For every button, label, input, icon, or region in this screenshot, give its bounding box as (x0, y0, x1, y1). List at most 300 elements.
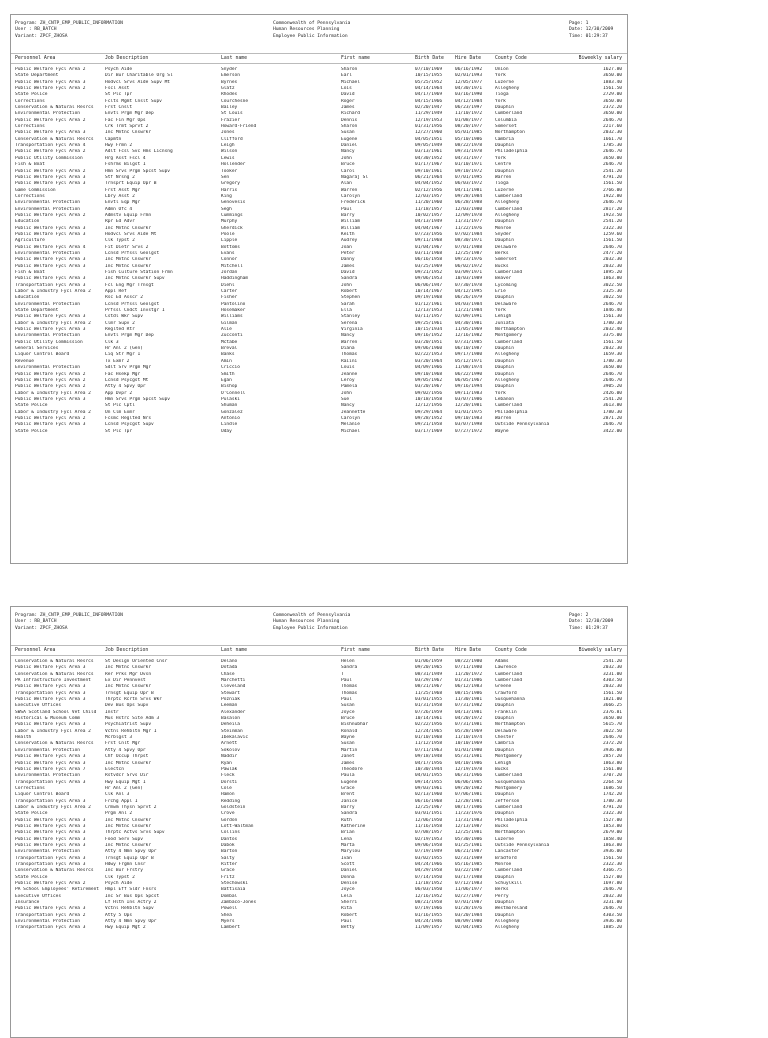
table-cell: Adams (495, 659, 509, 664)
table-cell: 1895.20 (603, 270, 622, 275)
table-cell: 10/15/1934 (415, 327, 443, 333)
table-cell: Dombal (221, 893, 238, 899)
table-cell: Lcnsd Psycgst Mt (105, 377, 149, 383)
table-cell: Dev Bus Ops Supv (105, 703, 149, 709)
table-cell: 07/10/1969 (415, 67, 443, 72)
table-cell: Harris (221, 187, 238, 193)
table-cell: Cambria (495, 741, 514, 747)
table-cell: York (495, 98, 506, 104)
table-cell: 02/19/1953 (415, 836, 443, 842)
table-cell: 07/23/1956 (415, 231, 443, 237)
table-cell: St Louis (221, 111, 243, 117)
table-cell: Public Welfare Fycl Area 3 (15, 263, 86, 269)
column-header-row (11, 53, 627, 64)
table-cell: 3905.20 (603, 384, 622, 390)
table-cell: 09/10/1961 (415, 168, 443, 174)
table-cell: 07/01/1987 (455, 900, 483, 906)
table-cell: 09/02/1956 (415, 390, 443, 396)
table-cell: 04/01/1955 (415, 773, 443, 779)
table-cell: Thomas (341, 690, 358, 696)
table-cell: Education (15, 295, 40, 301)
table-cell: Labor & Industry Fycl Area 2 (15, 289, 91, 295)
table-cell: 03/20/1964 (415, 358, 443, 364)
table-cell: 05/01/1985 (455, 130, 483, 136)
table-cell: 2766.00 (603, 187, 622, 193)
table-cell: 3650.00 (603, 73, 622, 79)
table-cell: 2646.70 (603, 244, 622, 250)
table-cell: Jordan (221, 270, 238, 275)
table-cell: 2032.30 (603, 346, 622, 352)
table-cell: 12/05/1977 (455, 79, 483, 85)
org-title: Commonwealth of Pennsylvania (273, 613, 351, 618)
table-cell: Philadelphia (495, 149, 528, 155)
table-cell: 09/21/1952 (415, 270, 443, 275)
table-cell: Public Welfare Fycl Area 3 (15, 396, 86, 402)
table-cell: Alie (221, 327, 232, 333)
table-cell: Ivan (341, 855, 352, 861)
table-cell: 01/10/1971 (455, 162, 483, 168)
table-cell: 1853.80 (603, 823, 622, 829)
table-cell: Arnett (221, 741, 238, 747)
report-header (11, 15, 627, 53)
table-cell: 3650.00 (603, 716, 622, 722)
table-cell: Gonzalez (221, 409, 243, 415)
table-cell: Susan (341, 130, 355, 136)
table-cell: Hmn Srvs Prgm Spcst Supv (105, 396, 171, 402)
table-cell: Tioga (495, 181, 509, 187)
table-cell: 02/22/1953 (415, 352, 443, 358)
table-cell: 06/12/1983 (455, 684, 483, 690)
table-cell: Antonio (221, 415, 240, 421)
table-cell: 1686.50 (603, 785, 622, 791)
table-cell: Psych Aide (105, 67, 133, 72)
table-cell: 10/18/1958 (415, 396, 443, 402)
table-cell: Executive Offices (15, 703, 62, 709)
table-cell: 04/04/1952 (415, 181, 443, 187)
table-cell: Sdlt Srv Prgm Mgr (105, 365, 152, 371)
table-cell: Janet (341, 754, 355, 760)
table-cell: General Services (15, 346, 59, 352)
table-cell: 06/22/1990 (455, 371, 483, 377)
table-cell: Mus Hstrc Site Adm 3 (105, 716, 160, 722)
table-cell: 07/19/1949 (415, 849, 443, 855)
table-cell: 2032.30 (603, 263, 622, 269)
table-cell: Nancy (341, 149, 355, 155)
table-cell: 09/06/1953 (415, 276, 443, 282)
table-cell: Bailey (221, 105, 238, 111)
table-cell: Monroe (495, 862, 512, 867)
table-cell: 5615.70 (603, 722, 622, 728)
table-cell: Public Welfare Fycl Area 3 (15, 684, 86, 690)
table-cell: Lcnsd Prfssl Geolgst (105, 250, 160, 256)
table-cell: Dauphin (495, 295, 514, 301)
table-cell: Public Welfare Fycl Area 3 (15, 174, 86, 180)
table-cell: Food Serv Supv (105, 836, 143, 842)
table-cell: Conservation & Natural Resrcs (15, 659, 94, 664)
table-cell: Admstv Equip Frmn (105, 212, 152, 218)
table-cell: 3936.00 (603, 919, 622, 925)
table-cell: 2646.70 (603, 906, 622, 912)
table-cell: 04/13/1949 (415, 219, 443, 225)
table-cell: Jefferson (495, 798, 520, 804)
table-cell: 1259.60 (603, 231, 622, 237)
table-cell: Thrptc Actvs Srvs Supv (105, 830, 165, 836)
table-cell: Public Welfare Fycl Area 3 (15, 817, 86, 823)
table-cell: 07/11/1980 (455, 665, 483, 671)
table-cell: Jeannette (341, 409, 366, 415)
table-cell: Nancy (341, 333, 355, 339)
table-cell: Dotada (221, 665, 238, 671)
table-cell: 09/06/1958 (415, 842, 443, 848)
table-cell: 09/17/1980 (455, 352, 483, 358)
table-cell: Berks (495, 250, 509, 256)
table-cell: Transportation Fycl Area 4 (15, 143, 86, 149)
table-cell: York (495, 390, 506, 396)
table-cell: Genovesis (221, 200, 246, 206)
table-cell: Amin (221, 358, 232, 364)
table-cell: Dauphin (495, 219, 514, 225)
table-cell: Lcnsd Psycgst Supv (105, 422, 154, 428)
table-cell: Goldstein (221, 804, 246, 810)
table-cell: Environmental Protection (15, 200, 81, 206)
table-cell: 1561.50 (603, 86, 622, 92)
table-cell: Chester (495, 735, 514, 741)
table-cell: 12/06/1950 (415, 817, 443, 823)
table-cell: Public Welfare Fycl Area 2 (15, 117, 86, 123)
table-cell: 12/12/1956 (415, 403, 443, 409)
table-cell: Sandra (341, 811, 358, 817)
table-cell: Earl (341, 73, 352, 79)
table-cell: 2541.20 (603, 659, 622, 664)
table-cell: 02/13/1960 (415, 792, 443, 798)
table-cell: Wayne (341, 735, 355, 741)
table-cell: Ryan (221, 760, 232, 766)
table-cell: Somerset (495, 257, 517, 263)
table-cell: Allegheny (495, 352, 520, 358)
table-cell: Crk Trmt Sprvt 2 (105, 124, 149, 130)
table-cell: Denise (341, 881, 358, 887)
table-cell: Emerson (221, 73, 240, 79)
table-cell: T (341, 671, 344, 677)
table-cell: SWSA Scotland School Vet Child (15, 709, 97, 715)
table-cell: Sharon (341, 67, 358, 72)
table-cell: 04/31/1977 (455, 155, 483, 161)
table-cell: Corrections (15, 785, 45, 791)
table-cell: Dauphin (495, 716, 514, 722)
table-cell: Connor (221, 257, 238, 263)
table-cell: Northampton (495, 130, 525, 136)
table-cell: Haddingham (221, 276, 249, 282)
table-cell: Transportation Fycl Area 3 (15, 798, 86, 804)
table-cell: Marta (341, 842, 355, 848)
table-cell: Dir Bur Charitable Org Sl (105, 73, 173, 79)
table-cell: Michael (341, 428, 360, 434)
table-cell: Health (15, 735, 32, 741)
table-cell: Raiini (341, 358, 358, 364)
table-cell: Powell (221, 906, 238, 912)
table-cell: Hmn Srvs Prgm Spcst Supv (105, 168, 171, 174)
table-cell: 4303.50 (603, 912, 622, 918)
table-cell: 04/24/1966 (415, 862, 443, 867)
table-cell: Admn Ofc 4 (105, 206, 133, 212)
table-cell: State Department (15, 308, 59, 314)
table-cell: Conservation & Natural Resrcs (15, 868, 94, 874)
table-cell: 11/25/1968 (415, 690, 443, 696)
table-cell: Tioga (495, 92, 509, 98)
table-cell: Tx Exmr 2 (105, 358, 130, 364)
table-cell: 1742.20 (603, 792, 622, 798)
table-cell: St Plc Tpr (105, 428, 133, 434)
table-cell: Leroy (341, 377, 355, 383)
table-cell: Williams (221, 314, 243, 320)
table-cell: 06/16/1958 (415, 257, 443, 263)
table-cell: 12/03/1957 (415, 193, 443, 199)
table-cell: Delaware (495, 244, 517, 250)
table-cell: Chase (221, 671, 235, 677)
table-cell: Sen (221, 174, 230, 180)
table-cell: Allegheny (495, 377, 520, 383)
table-cell: 07/31/1982 (455, 703, 483, 709)
table-cell: Public Welfare Fycl Area 2 (15, 384, 86, 390)
table-cell: Atty 4 Nmn Spvy Opr (105, 919, 157, 925)
table-cell: Cleveland (221, 684, 246, 690)
table-cell: Mctabe (221, 339, 238, 345)
table-cell: Chf Occup Thrpst (105, 754, 149, 760)
table-cell: 09/20/1965 (415, 665, 443, 671)
table-cell: 2322.30 (603, 811, 622, 817)
table-cell: 1922.80 (603, 193, 622, 199)
table-cell: 04/24/1946 (415, 919, 443, 925)
table-cell: Lancaster (495, 849, 520, 855)
table-cell: Public Welfare Fycl Area 3 (15, 257, 86, 263)
table-cell: Labor & Industry Fycl Area 2 (15, 390, 91, 396)
table-cell: Environmental Protection (15, 206, 81, 212)
table-cell: 4303.50 (603, 678, 622, 684)
table-cell: 2032.30 (603, 130, 622, 136)
table-cell: Sherri (341, 900, 358, 906)
table-cell: Stanley (341, 314, 360, 320)
table-cell: Revenue (15, 358, 34, 364)
table-cell: Inc Mntnc Cnswrkr (105, 665, 152, 671)
table-cell: Peter (341, 250, 355, 256)
table-cell: Trnsprt Equip Opr B (105, 181, 157, 187)
table-cell: Redding (221, 798, 240, 804)
table-cell: Paul (341, 206, 352, 212)
table-cell: Public Welfare Fycl Area 2 (15, 149, 86, 155)
table-cell: 09/10/1972 (455, 168, 483, 174)
table-cell: Cole (221, 785, 232, 791)
table-cell: Cumberland (495, 206, 523, 212)
table-cell: Breval (221, 346, 238, 352)
table-cell: Paul (341, 919, 352, 925)
table-cell: 03/13/1961 (415, 149, 443, 155)
column-header: Personnel Area (15, 648, 56, 653)
table-cell: Greene (495, 684, 512, 690)
table-cell: 03/07/1986 (455, 396, 483, 402)
table-cell: 12/03/1980 (455, 206, 483, 212)
table-cell: Public Welfare Fycl Area 2 (15, 86, 86, 92)
table-cell: 10/02/1957 (415, 212, 443, 218)
table-cell: 1561.50 (603, 339, 622, 345)
table-cell: 11/12/1958 (415, 741, 443, 747)
table-cell: Public Welfare Fycl Area 2 (15, 371, 86, 377)
table-cell: Clk Anl 3 (105, 792, 130, 798)
table-cell: 11/21/1984 (455, 308, 483, 314)
table-cell: Fclts Mgmt Cnslt Supv (105, 98, 162, 104)
column-header: Hire Date (455, 56, 481, 61)
table-cell: 12/25/1987 (455, 250, 483, 256)
table-cell: Hwy Equip Mgt 2 (105, 925, 146, 931)
column-header: County Code (495, 648, 527, 653)
table-cell: Inc Mntnc Cnswrkr (105, 263, 152, 269)
table-cell: Carolyn (341, 193, 360, 199)
table-cell: Lott-Waltman (221, 823, 254, 829)
table-cell: Susan (341, 741, 355, 747)
table-cell: 1659.30 (603, 352, 622, 358)
table-cell: 2376.81 (603, 709, 622, 715)
table-cell: Scott (341, 862, 355, 867)
table-cell: Susan (341, 703, 355, 709)
table-cell: 12/25/1967 (415, 804, 443, 810)
table-cell: Hr Anl 2 (Gen) (105, 346, 143, 352)
table-cell: Banks (221, 352, 235, 358)
table-cell: Paul (341, 678, 352, 684)
table-cell: Public Welfare Fycl Area 3 (15, 276, 86, 282)
table-cell: 09/10/1968 (415, 371, 443, 377)
column-header-row (11, 645, 627, 656)
table-cell: Environmental Protection (15, 747, 81, 753)
column-header: Job Description (105, 648, 149, 653)
table-cell: 06/21/1987 (455, 849, 483, 855)
table-cell: Joan (341, 244, 352, 250)
table-cell: Lipple (221, 238, 238, 244)
table-cell: 10/14/1967 (415, 289, 443, 295)
table-cell: Barry (341, 212, 355, 218)
table-cell: Fisher (221, 295, 238, 301)
table-cell: Conservation & Natural Resrcs (15, 671, 94, 677)
table-cell: 1527.00 (603, 817, 622, 823)
table-cell: Public Welfare Fycl Area 7 (15, 766, 86, 772)
table-cell: Envtl Eqp Mgr (105, 200, 141, 206)
table-cell: 11/06/1977 (455, 887, 483, 893)
table-cell: Fish & Boat (15, 270, 45, 275)
table-cell: Liquor Control Board (15, 352, 70, 358)
table-cell: Pozniak (221, 697, 240, 703)
table-cell: Fit Dietr Srvs 2 (105, 244, 149, 250)
table-cell: 04/13/1981 (455, 709, 483, 715)
table-cell: Dennis (341, 117, 358, 123)
table-cell: 12/28/1981 (455, 798, 483, 804)
table-cell: Janice (341, 798, 358, 804)
table-cell: 2477.20 (603, 250, 622, 256)
table-cell: William (341, 225, 360, 231)
table-cell: 11/18/1952 (415, 881, 443, 887)
table-cell: 09/21/1958 (415, 422, 443, 428)
table-cell: PA Infrastructure Investment (15, 678, 91, 684)
table-cell: Naddir (221, 754, 238, 760)
table-cell: Cumberland (495, 111, 523, 117)
table-cell: 10/30/1944 (415, 766, 443, 772)
table-cell: Thomas (341, 352, 358, 358)
table-row (11, 925, 627, 931)
table-cell: Northampton (495, 327, 525, 333)
table-cell: 1858.40 (603, 836, 622, 842)
table-cell: Frazier (221, 117, 240, 123)
table-cell: 3375.00 (603, 333, 622, 339)
table-cell: 04/04/1967 (415, 225, 443, 231)
table-cell: York (495, 308, 506, 314)
table-cell: Grace (341, 785, 355, 791)
table-cell: Alexander (221, 709, 246, 715)
table-cell: 03/11/1968 (415, 250, 443, 256)
table-cell: Atty 4 Nmn Spvy Opr (105, 849, 157, 855)
table-cell: 2032.40 (603, 327, 622, 333)
table-cell: 1561.80 (603, 766, 622, 772)
table-cell: 05/12/1971 (455, 358, 483, 364)
table-cell: David (341, 270, 355, 275)
table-cell: 3650.00 (603, 155, 622, 161)
table-cell: Public Welfare Fycl Area 3 (15, 842, 86, 848)
table-cell: Dantos (221, 836, 238, 842)
table-cell: 2679.00 (603, 830, 622, 836)
table-cell: Westmoreland (495, 906, 528, 912)
table-cell: Dabok (221, 842, 235, 848)
table-cell: Brian (341, 830, 355, 836)
table-cell: Glatz (221, 86, 235, 92)
table-cell: 2264.50 (603, 779, 622, 785)
table-cell: 1780.30 (603, 320, 622, 326)
table-cell: 09/16/1994 (455, 384, 483, 390)
table-cell: 3650.00 (603, 365, 622, 371)
table-cell: Ella (341, 308, 352, 314)
table-cell: Grace (221, 868, 235, 874)
table-cell: 04/17/1956 (415, 760, 443, 766)
table-cell: Environmental Protection (15, 333, 81, 339)
table-cell: 07/01/1988 (455, 244, 483, 250)
table-cell: 01/31/1956 (415, 124, 443, 130)
table-cell: 11/31/1977 (455, 219, 483, 225)
table-cell: 04/30/1981 (455, 320, 483, 326)
table-cell: Sandra (341, 276, 358, 282)
table-cell: Barton (221, 849, 238, 855)
table-cell: Basalon (221, 716, 240, 722)
table-cell: 06/21/1964 (415, 174, 443, 180)
table-cell: Lycoming (495, 282, 517, 288)
table-cell: Bucks (495, 823, 509, 829)
table-cell: 05/16/1985 (455, 862, 483, 867)
table-cell: 04/14/1964 (415, 86, 443, 92)
table-cell: Fcl Eng Mgr Trnsgt (105, 282, 154, 288)
table-cell: 11/30/1981 (455, 697, 483, 703)
table-cell: Rita (341, 906, 352, 912)
table-cell: Allegheny (495, 86, 520, 92)
table-cell: Stf Nrsng 2 (105, 174, 135, 180)
table-cell: 1627.80 (603, 67, 622, 72)
table-cell: App Dvpr 2 (105, 390, 133, 396)
table-cell: 03/01/1955 (415, 697, 443, 703)
table-cell: 1863.80 (603, 760, 622, 766)
table-cell: 08/30/1971 (455, 238, 483, 244)
table-cell: 06/02/1972 (455, 263, 483, 269)
table-cell: 03/25/1969 (415, 263, 443, 269)
table-cell: 01/01/1975 (455, 409, 483, 415)
table-cell: York (495, 155, 506, 161)
table-cell: Inc Mntnc Cnswrkr (105, 842, 152, 848)
table-cell: Adlt Fcsl Svc Hms Licnsng (105, 149, 173, 155)
table-cell: Psych Aide (105, 881, 133, 887)
table-cell: 07/31/1981 (455, 722, 483, 728)
table-cell: Cumberland (495, 678, 523, 684)
